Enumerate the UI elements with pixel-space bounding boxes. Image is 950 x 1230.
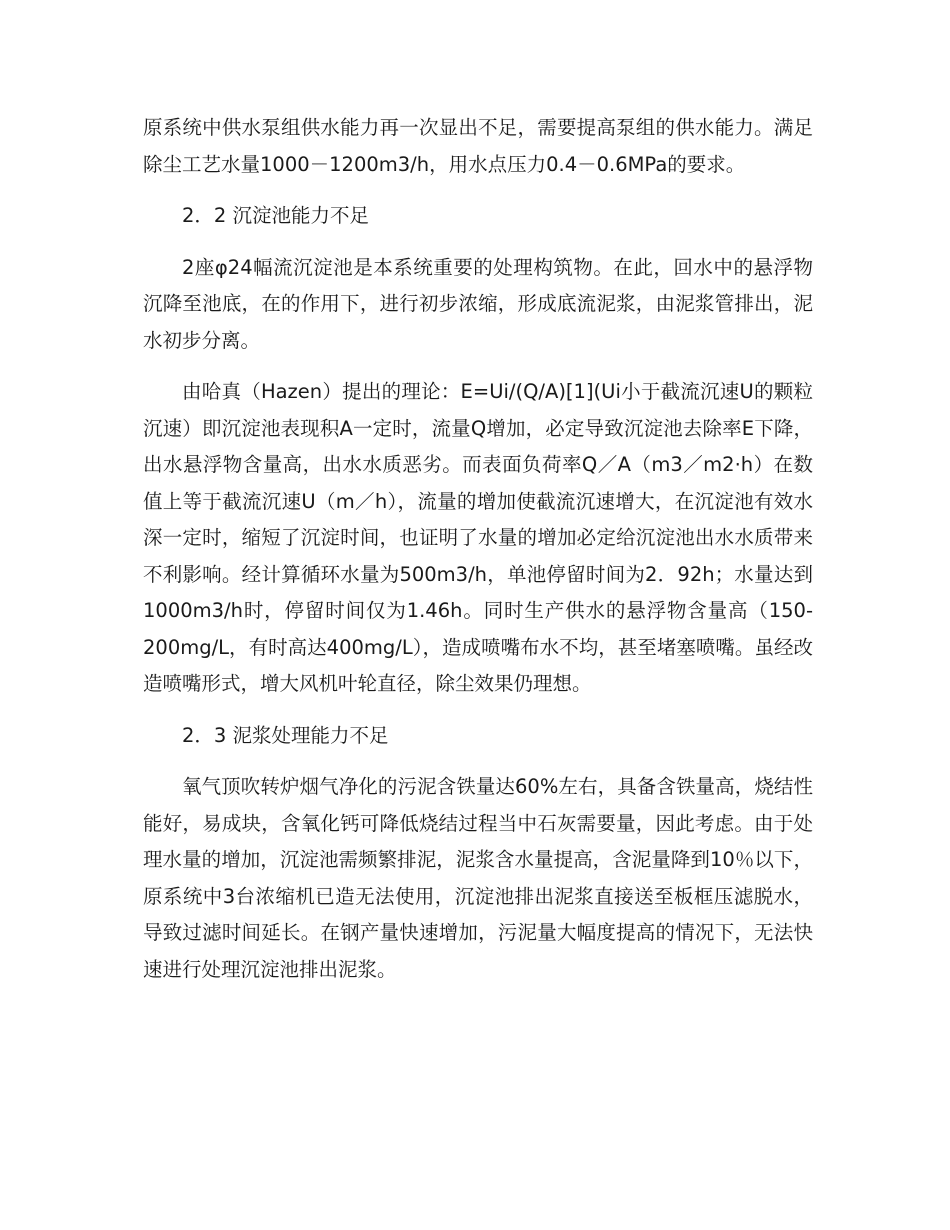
paragraph-hazen-theory: 由哈真（Hazen）提出的理论：E=Ui/(Q/A)[1](Ui小于截流沉速U的颗粒沉速）即沉淀池表现积A一定时，流量Q增加，必定导致沉淀池去除率E下降，出水悬浮物含量高，出水水质恶劣。而表面负荷率Q／A（m3／m2·h）在数值上等于截流沉速U（m／h），流量的增加使截流沉速增大，在沉淀池有效水深一定时，缩短了沉淀时间，也证明了水量的增加必定给沉淀池出水水质带来不利影响。经计算循环水量为500m3/h，单池停留时间为2．92h；水量达到1000m3/h时，停留时间仅为1.46h。同时生产供水的悬浮物含量高（150-200mg/L，有时高达400mg/L），造成喷嘴布水不均，甚至堵塞喷嘴。虽经改造喷嘴形式，增大风机叶轮直径，除尘效果仍理想。 xyxy=(143,380,813,695)
section-heading-2-2: 2．2 沉淀池能力不足 xyxy=(182,204,370,227)
paragraph-sedimentation-tank: 2座φ24幅流沉淀池是本系统重要的处理构筑物。在此，回水中的悬浮物沉降至池底，在的作用下，进行初步浓缩，形成底流泥浆，由泥浆管排出，泥水初步分离。 xyxy=(143,255,813,352)
document-body xyxy=(143,110,813,1003)
paragraph-sludge-treatment: 氧气顶吹转炉烟气净化的污泥含铁量达60%左右，具备含铁量高，烧结性能好，易成块，含氧化钙可降低烧结过程当中石灰需要量，因此考虑。由于处理水量的增加，沉淀池需频繁排泥，泥浆含水量提高，含泥量降到10％以下，原系统中3台浓缩机已造无法使用，沉淀池排出泥浆直接送至板框压滤脱水，导致过滤时间延长。在钢产量快速增加，污泥量大幅度提高的情况下，无法快速进行处理沉淀池排出泥浆。 xyxy=(143,775,813,981)
section-heading-2-3: 2．3 泥浆处理能力不足 xyxy=(182,723,389,747)
paragraph-pump-capacity: 原系统中供水泵组供水能力再一次显出不足，需要提高泵组的供水能力。满足除尘工艺水量1000－1200m3/h，用水点压力0.4－0.6MPa的要求。 xyxy=(143,116,813,176)
